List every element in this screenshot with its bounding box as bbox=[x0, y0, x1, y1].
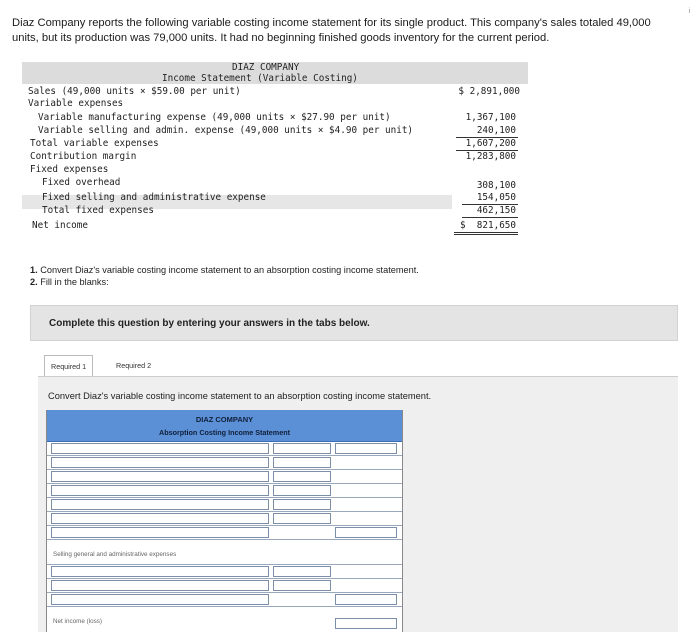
row-value-input[interactable] bbox=[273, 580, 331, 591]
question-2: 2. Fill in the blanks: bbox=[30, 277, 109, 287]
spacer bbox=[47, 608, 402, 616]
row-total-input[interactable] bbox=[335, 527, 397, 538]
absorption-statement-form bbox=[46, 410, 403, 632]
selling-label: Selling general and administrative expenses bbox=[53, 551, 177, 558]
row-value-input[interactable] bbox=[273, 457, 331, 468]
table-row bbox=[47, 456, 402, 470]
row-label-input[interactable] bbox=[51, 457, 269, 468]
row-value-input[interactable] bbox=[273, 513, 331, 524]
table-row bbox=[47, 498, 402, 512]
instruction-box bbox=[30, 305, 678, 341]
double-underline-top bbox=[454, 232, 518, 233]
intro-line-2: units, but its production was 79,000 units. It had no beginning finished goods inventory for the current period. bbox=[12, 31, 550, 44]
spacer bbox=[47, 541, 402, 549]
table-row bbox=[47, 470, 402, 484]
table-row bbox=[47, 565, 402, 579]
row-fixed-sga-label: Fixed selling and administrative expense bbox=[42, 192, 266, 203]
double-underline-bottom bbox=[454, 234, 518, 235]
statement-title: Income Statement (Variable Costing) bbox=[162, 73, 358, 84]
table-row bbox=[47, 442, 402, 456]
row-label-input[interactable] bbox=[51, 499, 269, 510]
info-marker: i bbox=[688, 8, 690, 15]
net-income-input[interactable] bbox=[335, 618, 397, 629]
table-row bbox=[47, 512, 402, 526]
row-total-input[interactable] bbox=[335, 443, 397, 454]
table-row bbox=[47, 484, 402, 498]
row-label-input[interactable] bbox=[51, 513, 269, 524]
question-list bbox=[30, 264, 419, 288]
row-total-input[interactable] bbox=[335, 594, 397, 605]
row-total-var-label: Total variable expenses bbox=[30, 138, 159, 149]
row-label-input[interactable] bbox=[51, 527, 269, 538]
row-contribution-amount: 1,283,800 bbox=[465, 151, 516, 162]
row-var-mfg-label: Variable manufacturing expense (49,000 units × $27.90 per unit) bbox=[38, 112, 391, 123]
underline-4 bbox=[462, 217, 518, 218]
row-net-income-label: Net income bbox=[32, 220, 88, 231]
row-label-input[interactable] bbox=[51, 594, 269, 605]
row-label-input[interactable] bbox=[51, 580, 269, 591]
row-value-input[interactable] bbox=[273, 485, 331, 496]
tab-required-2[interactable]: Required 2 bbox=[116, 361, 152, 370]
row-sales-amount: $ 2,891,000 bbox=[458, 86, 520, 97]
row-total-fixed-label: Total fixed expenses bbox=[42, 205, 154, 216]
row-fixed-overhead-amount: 308,100 bbox=[476, 180, 516, 191]
statement-company: DIAZ COMPANY bbox=[232, 62, 300, 73]
row-fixed-sga-amount: 154,050 bbox=[476, 192, 516, 203]
row-var-mfg-amount: 1,367,100 bbox=[465, 112, 516, 123]
net-income-label: Net income (loss) bbox=[53, 618, 102, 625]
intro-line-1: Diaz Company reports the following variable costing income statement for its single product. This company's sales totaled 49,000 bbox=[12, 17, 651, 29]
table-row bbox=[47, 526, 402, 540]
question-1: 1. Convert Diaz's variable costing income statement to an absorption costing income statement. bbox=[30, 265, 419, 275]
row-contribution-label: Contribution margin bbox=[30, 151, 137, 162]
row-total-var-amount: 1,607,200 bbox=[465, 138, 516, 149]
row-label-input[interactable] bbox=[51, 443, 269, 454]
variable-costing-statement bbox=[22, 62, 528, 240]
row-total-fixed-amount: 462,150 bbox=[476, 205, 516, 216]
row-net-income-amount: $ 821,650 bbox=[460, 220, 516, 231]
row-fixed-overhead-label: Fixed overhead bbox=[42, 177, 121, 188]
row-label-input[interactable] bbox=[51, 471, 269, 482]
instruction-text: Complete this question by entering your answers in the tabs below. bbox=[49, 318, 370, 329]
row-fixed-expenses-label: Fixed expenses bbox=[30, 164, 109, 175]
problem-intro bbox=[12, 16, 692, 45]
row-sales-label: Sales (49,000 units × $59.00 per unit) bbox=[28, 86, 241, 97]
row-label-input[interactable] bbox=[51, 566, 269, 577]
tab-required-1[interactable]: Required 1 bbox=[44, 355, 93, 376]
row-value-input[interactable] bbox=[273, 471, 331, 482]
net-income-row bbox=[47, 616, 402, 632]
table-row bbox=[47, 593, 402, 607]
row-variable-expenses-label: Variable expenses bbox=[28, 98, 124, 109]
row-var-sell-label: Variable selling and admin. expense (49,000 units × $4.90 per unit) bbox=[38, 125, 414, 136]
absorption-company: DIAZ COMPANY bbox=[195, 415, 254, 424]
row-value-input[interactable] bbox=[273, 499, 331, 510]
row-label-input[interactable] bbox=[51, 485, 269, 496]
row-value-input[interactable] bbox=[273, 443, 331, 454]
panel-caption: Convert Diaz's variable costing income statement to an absorption costing income statement. bbox=[48, 391, 432, 401]
row-value-input[interactable] bbox=[273, 566, 331, 577]
selling-header-row bbox=[47, 549, 402, 565]
table-row bbox=[47, 579, 402, 593]
absorption-header bbox=[47, 410, 402, 442]
absorption-title: Absorption Costing Income Statement bbox=[159, 428, 290, 437]
row-var-sell-amount: 240,100 bbox=[476, 125, 516, 136]
